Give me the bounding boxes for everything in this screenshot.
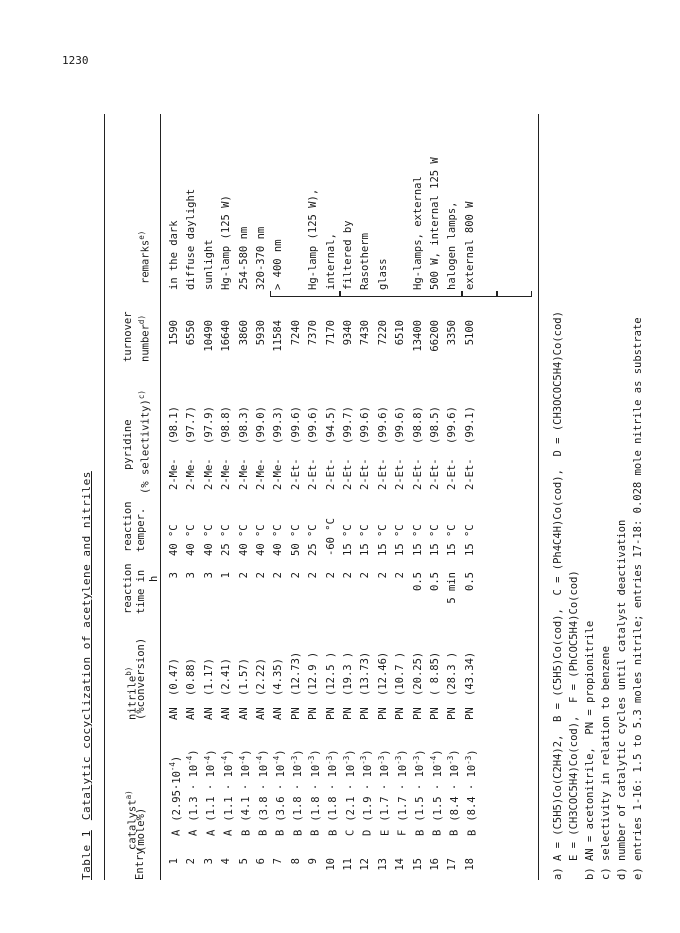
cell-temperature: 40 °C: [202, 524, 215, 556]
cell-catalyst: $A(2.95\cdot 10^{-4})$: [168, 755, 183, 836]
table-row: [185, 114, 202, 880]
cell-conversion: (12.5 ): [324, 651, 337, 696]
cell-selectivity: (99.7): [342, 406, 354, 444]
cell-nitrile: PN: [376, 707, 389, 720]
table-row: [238, 114, 255, 880]
cell-catalyst: $B(1.8 \cdot 10^{-3})$: [324, 749, 340, 836]
header-catalyst-unit: (mole%): [135, 807, 147, 852]
table-row: [255, 114, 272, 880]
cell-selectivity: (99.6): [289, 406, 302, 444]
cell-catalyst: $C(2.1 \cdot 10^{-3})$: [342, 749, 357, 836]
footnote-a-cont: E = (CH3COC5H4)Co(cod), F = (PhCOC5H4)Co(cod): [568, 570, 580, 880]
cell-conversion: (12.46): [376, 651, 389, 696]
header-selectivity: (% selectivity)$^{c)}$: [137, 390, 152, 494]
cell-temperature: 15 °C: [429, 524, 441, 556]
cell-reaction-time: 2: [255, 572, 267, 579]
cell-conversion: (2.41): [220, 658, 233, 696]
cell-nitrile: AN: [185, 707, 198, 720]
cell-turnover: 6550: [185, 320, 198, 346]
header-time-1: reaction: [122, 563, 134, 614]
header-temp-1: reaction: [122, 501, 134, 552]
cell-selectivity: (97.7): [185, 406, 198, 444]
bottom-rule: [538, 114, 539, 880]
table-row: [342, 114, 359, 880]
cell-pyridine: 2-Et-: [446, 458, 459, 490]
cell-reaction-time: 3: [185, 572, 198, 579]
cell-entry: 5: [237, 858, 250, 865]
header-time-2: time in: [135, 569, 147, 614]
cell-temperature: 40 °C: [237, 524, 250, 556]
cell-nitrile: AN: [220, 707, 233, 720]
cell-turnover: 7370: [307, 320, 320, 346]
cell-nitrile: AN: [202, 707, 215, 720]
cell-reaction-time: 1: [220, 572, 233, 579]
cell-entry: 4: [220, 858, 233, 865]
cell-nitrile: PN: [411, 707, 424, 720]
cell-pyridine: 2-Et-: [289, 458, 302, 490]
cell-temperature: 40 °C: [272, 524, 285, 556]
header-turnover: turnover: [122, 311, 134, 362]
table-row: [464, 114, 481, 880]
header-temp-2: temper.: [135, 507, 147, 552]
cell-selectivity: (98.1): [168, 406, 180, 444]
cell-remark: 500 W, internal 125 W: [429, 157, 441, 290]
cell-catalyst: $A(1.1 \cdot 10^{-4})$: [202, 749, 218, 836]
cell-remark: internal,: [324, 233, 337, 290]
cell-remark: Hg-lamp (125 W): [220, 195, 233, 290]
cell-catalyst: $B(3.8 \cdot 10^{-4})$: [255, 749, 270, 836]
cell-pyridine: 2-Me-: [168, 458, 180, 490]
cell-pyridine: 2-Me-: [272, 458, 285, 490]
cell-selectivity: (99.0): [255, 406, 267, 444]
cell-reaction-time: 3: [202, 572, 215, 579]
table-row: [168, 114, 185, 880]
cell-pyridine: 2-Et-: [324, 458, 337, 490]
cell-nitrile: PN: [394, 707, 407, 720]
cell-pyridine: 2-Me-: [202, 458, 215, 490]
cell-selectivity: (98.3): [237, 406, 250, 444]
cell-remark: diffuse daylight: [185, 188, 198, 290]
footnote-e: e) entries 1-16: 1.5 to 5.3 moles nitrile; entries 17-18: 0.028 mole nitrile as substrate: [632, 317, 644, 880]
cell-pyridine: 2-Et-: [307, 458, 320, 490]
cell-remark: Rasotherm: [359, 233, 372, 290]
cell-entry: 9: [307, 858, 320, 865]
cell-pyridine: 2-Me-: [255, 458, 267, 490]
cell-pyridine: 2-Me-: [185, 458, 198, 490]
cell-selectivity: (98.8): [220, 406, 233, 444]
cell-selectivity: (94.5): [324, 406, 337, 444]
cell-conversion: (0.88): [185, 658, 198, 696]
cell-conversion: (28.3 ): [446, 651, 459, 696]
cell-catalyst: $F(1.7 \cdot 10^{-3})$: [394, 749, 409, 836]
cell-pyridine: 2-Me-: [237, 458, 250, 490]
table-row: [359, 114, 376, 880]
footnote-a: a) A = (C5H5)Co(C2H4)2, B = (C5H5)Co(cod), C = (Ph4C4H)Co(cod), D = (CH3OCOC5H4)Co(cod): [552, 311, 564, 880]
cell-turnover: 13400: [411, 320, 424, 352]
cell-selectivity: (98.8): [411, 406, 424, 444]
table-row: [429, 114, 446, 880]
cell-conversion: (10.7 ): [394, 651, 407, 696]
cell-catalyst: $B(8.4 \cdot 10^{-3})$: [463, 749, 479, 836]
cell-entry: 16: [429, 858, 441, 871]
cell-entry: 8: [289, 858, 302, 865]
cell-remark: sunlight: [202, 239, 215, 290]
cell-entry: 7: [272, 858, 285, 865]
table-number: Table 1: [80, 830, 93, 880]
cell-remark: glass: [376, 258, 389, 290]
cell-nitrile: AN: [168, 707, 180, 720]
footnote-d: d) number of catalytic cycles until catalyst deactivation: [616, 519, 628, 880]
cell-catalyst: $A(1.1 \cdot 10^{-4})$: [220, 749, 235, 836]
cell-pyridine: 2-Et-: [359, 458, 372, 490]
cell-reaction-time: 3: [168, 572, 180, 579]
top-rule: [104, 114, 105, 880]
cell-selectivity: (99.6): [446, 406, 459, 444]
header-nitrile-unit: (%conversion): [135, 637, 147, 720]
cell-remark: halogen lamps,: [446, 201, 459, 290]
table-row: [307, 114, 324, 880]
cell-entry: 10: [324, 858, 337, 871]
header-catalyst: catalyst$^{a)}$: [124, 790, 139, 850]
cell-catalyst: $B(8.4 \cdot 10^{-3})$: [446, 749, 461, 836]
cell-temperature: 15 °C: [376, 524, 389, 556]
cell-conversion: (20.25): [411, 651, 424, 696]
cell-nitrile: AN: [272, 707, 285, 720]
cell-conversion: ( 8.85): [429, 651, 441, 696]
cell-turnover: 10490: [202, 320, 215, 352]
header-number: number$^{d)}$: [137, 315, 152, 362]
cell-entry: 11: [342, 858, 354, 871]
cell-catalyst: $B(1.5 \cdot 10^{-3})$: [411, 749, 427, 836]
cell-entry: 1: [168, 858, 180, 865]
cell-turnover: 11584: [272, 320, 285, 352]
cell-catalyst: $A(1.3 \cdot 10^{-4})$: [185, 749, 200, 836]
cell-reaction-time: 0.5: [463, 572, 476, 591]
cell-entry: 18: [463, 858, 476, 871]
cell-remark: Hg-lamps, external: [411, 176, 424, 290]
cell-conversion: (12.9 ): [307, 651, 320, 696]
footnote-c: c) selectivity in relation to benzene: [600, 646, 612, 880]
cell-reaction-time: 2: [272, 572, 285, 579]
cell-remark: Hg-lamp (125 W),: [307, 188, 320, 290]
cell-entry: 3: [202, 858, 215, 865]
cell-nitrile: PN: [446, 707, 459, 720]
cell-conversion: (0.47): [168, 658, 180, 696]
table-row: [272, 114, 289, 880]
header-time-3: h: [148, 575, 160, 582]
cell-turnover: 3350: [446, 320, 459, 346]
cell-catalyst: $E(1.7 \cdot 10^{-3})$: [376, 749, 392, 836]
cell-turnover: 5100: [463, 320, 476, 346]
cell-conversion: (43.34): [463, 651, 476, 696]
brace-entries-17-18: [497, 291, 532, 297]
cell-temperature: 40 °C: [168, 524, 180, 556]
cell-conversion: (12.73): [289, 651, 302, 696]
cell-pyridine: 2-Et-: [429, 458, 441, 490]
cell-turnover: 66200: [429, 320, 441, 352]
cell-conversion: (13.73): [359, 651, 372, 696]
cell-selectivity: (99.3): [272, 406, 285, 444]
cell-remark: in the dark: [168, 220, 180, 290]
cell-selectivity: (98.5): [429, 406, 441, 444]
table-row: [325, 114, 342, 880]
cell-pyridine: 2-Et-: [394, 458, 407, 490]
cell-pyridine: 2-Me-: [220, 458, 233, 490]
cell-catalyst: $B(1.8 \cdot 10^{-3})$: [307, 749, 322, 836]
cell-conversion: (1.17): [202, 658, 215, 696]
cell-entry: 2: [185, 858, 198, 865]
cell-pyridine: 2-Et-: [463, 458, 476, 490]
cell-temperature: 15 °C: [342, 524, 354, 556]
table-row: [446, 114, 463, 880]
cell-pyridine: 2-Et-: [376, 458, 389, 490]
cell-conversion: (19.3 ): [342, 651, 354, 696]
cell-nitrile: PN: [429, 707, 441, 720]
cell-temperature: 15 °C: [394, 524, 407, 556]
cell-catalyst: $B(3.6 \cdot 10^{-4})$: [272, 749, 287, 836]
cell-remark: 320-370 nm: [255, 226, 267, 290]
cell-selectivity: (99.6): [359, 406, 372, 444]
cell-selectivity: (99.6): [376, 406, 389, 444]
table-row: [290, 114, 307, 880]
cell-temperature: 15 °C: [446, 524, 459, 556]
cell-reaction-time: 0.5: [411, 572, 424, 591]
cell-nitrile: PN: [324, 707, 337, 720]
cell-temperature: 40 °C: [185, 524, 198, 556]
cell-nitrile: PN: [307, 707, 320, 720]
cell-entry: 15: [411, 858, 424, 871]
cell-turnover: 1590: [168, 320, 180, 346]
cell-selectivity: (99.1): [463, 406, 476, 444]
cell-turnover: 3860: [237, 320, 250, 346]
cell-reaction-time: 2: [289, 572, 302, 579]
cell-temperature: 40 °C: [255, 524, 267, 556]
cell-entry: 12: [359, 858, 372, 871]
cell-reaction-time: 2: [307, 572, 320, 579]
cell-selectivity: (97.9): [202, 406, 215, 444]
table-row: [412, 114, 429, 880]
cell-catalyst: $B(1.8 \cdot 10^{-3})$: [289, 749, 305, 836]
footnote-b: b) AN = acetonitrile, PN = propionitrile: [584, 620, 596, 880]
cell-entry: 17: [446, 858, 459, 871]
cell-temperature: 15 °C: [359, 524, 372, 556]
cell-turnover: 5930: [255, 320, 267, 346]
cell-reaction-time: 2: [394, 572, 407, 579]
cell-temperature: -60 °C: [324, 518, 337, 556]
cell-entry: 14: [394, 858, 407, 871]
cell-nitrile: PN: [359, 707, 372, 720]
cell-turnover: 7430: [359, 320, 372, 346]
cell-reaction-time: 5 min: [446, 572, 459, 604]
cell-turnover: 6510: [394, 320, 407, 346]
cell-catalyst: $B(1.5 \cdot 10^{-4})$: [429, 749, 444, 836]
cell-conversion: (4.35): [272, 658, 285, 696]
cell-remark: filtered by: [342, 220, 354, 290]
cell-pyridine: 2-Et-: [411, 458, 424, 490]
header-remarks: remarks$^{e)}$: [137, 230, 152, 284]
cell-temperature: 25 °C: [220, 524, 233, 556]
rotated-table-panel: [60, 100, 660, 880]
cell-nitrile: PN: [289, 707, 302, 720]
cell-conversion: (1.57): [237, 658, 250, 696]
cell-turnover: 7170: [324, 320, 337, 346]
header-entry: Entry: [134, 848, 146, 880]
cell-temperature: 50 °C: [289, 524, 302, 556]
header-nitrile: nitrile$^{b)}$: [124, 666, 139, 720]
header-rule: [160, 114, 161, 880]
table-title: Catalytic cocyclization of acetylene and nitriles: [80, 471, 93, 821]
cell-temperature: 15 °C: [411, 524, 424, 556]
table-row: [203, 114, 220, 880]
cell-pyridine: 2-Et-: [342, 458, 354, 490]
cell-entry: 6: [255, 858, 267, 865]
cell-nitrile: AN: [237, 707, 250, 720]
cell-temperature: 15 °C: [463, 524, 476, 556]
cell-reaction-time: 2: [324, 572, 337, 579]
cell-remark: 254-580 nm: [237, 226, 250, 290]
cell-reaction-time: 2: [359, 572, 372, 579]
cell-selectivity: (99.6): [307, 406, 320, 444]
cell-turnover: 9340: [342, 320, 354, 346]
cell-turnover: 7240: [289, 320, 302, 346]
brace-entries-8-14: [340, 291, 462, 297]
cell-catalyst: $B(4.1 \cdot 10^{-4})$: [237, 749, 253, 836]
cell-nitrile: AN: [255, 707, 267, 720]
cell-turnover: 16640: [220, 320, 233, 352]
brace-entries-4-7: [270, 291, 340, 297]
cell-turnover: 7220: [376, 320, 389, 346]
cell-selectivity: (99.6): [394, 406, 407, 444]
cell-reaction-time: 2: [342, 572, 354, 579]
cell-temperature: 25 °C: [307, 524, 320, 556]
cell-reaction-time: 2: [237, 572, 250, 579]
table-row: [394, 114, 411, 880]
cell-entry: 13: [376, 858, 389, 871]
cell-remark: external 800 W: [463, 201, 476, 290]
cell-conversion: (2.22): [255, 658, 267, 696]
cell-nitrile: PN: [342, 707, 354, 720]
table-row: [220, 114, 237, 880]
cell-catalyst: $D(1.9 \cdot 10^{-3})$: [359, 749, 374, 836]
table-row: [377, 114, 394, 880]
header-pyridine: pyridine: [122, 419, 134, 470]
page-number: 1230: [62, 54, 89, 67]
table-caption: [80, 471, 93, 880]
cell-reaction-time: 2: [376, 572, 389, 579]
cell-nitrile: PN: [463, 707, 476, 720]
brace-entries-15-16: [462, 291, 497, 297]
cell-reaction-time: 0.5: [429, 572, 441, 591]
cell-remark: > 400 nm: [272, 239, 285, 290]
